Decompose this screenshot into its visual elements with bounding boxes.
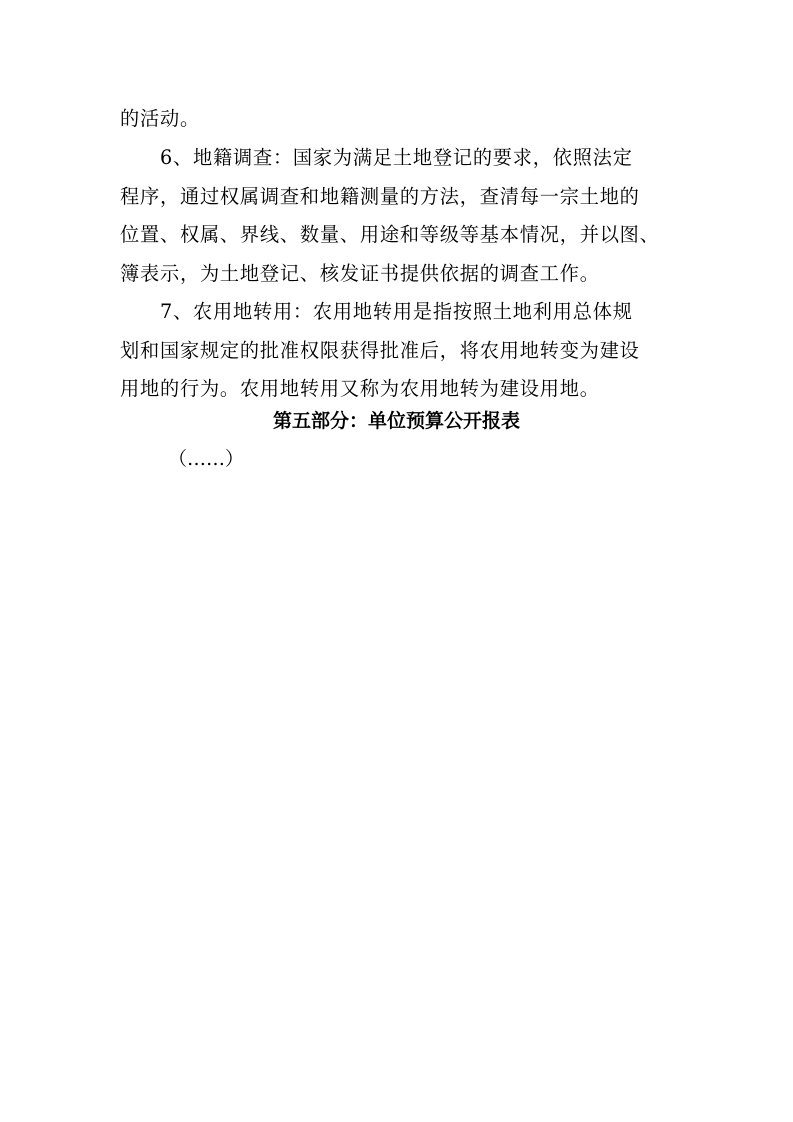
- text-line: 程序，通过权属调查和地籍测量的方法，查清每一宗土地的: [120, 184, 640, 208]
- text-line: 簿表示，为土地登记、核发证书提供依据的调查工作。: [120, 261, 600, 285]
- section-heading: 第五部分：单位预算公开报表: [272, 410, 520, 432]
- text-line: 的活动。: [120, 107, 200, 130]
- text-line: 位置、权属、界线、数量、用途和等级等基本情况，并以图、: [120, 223, 660, 246]
- text-line: 划和国家规定的批准权限获得批准后，将农用地转变为建设: [120, 338, 640, 362]
- paragraph-continuation: [120, 100, 680, 139]
- paragraph-item-7: [120, 293, 680, 409]
- placeholder-ellipsis: （……）: [168, 448, 245, 470]
- text-line: 6、地籍调查：国家为满足土地登记的要求，依照法定: [160, 146, 633, 169]
- text-line: 7、农用地转用：农用地转用是指按照土地利用总体规: [160, 300, 633, 323]
- text-line: 用地的行为。农用地转用又称为农用地转为建设用地。: [120, 377, 600, 400]
- paragraph-item-6: [120, 139, 680, 293]
